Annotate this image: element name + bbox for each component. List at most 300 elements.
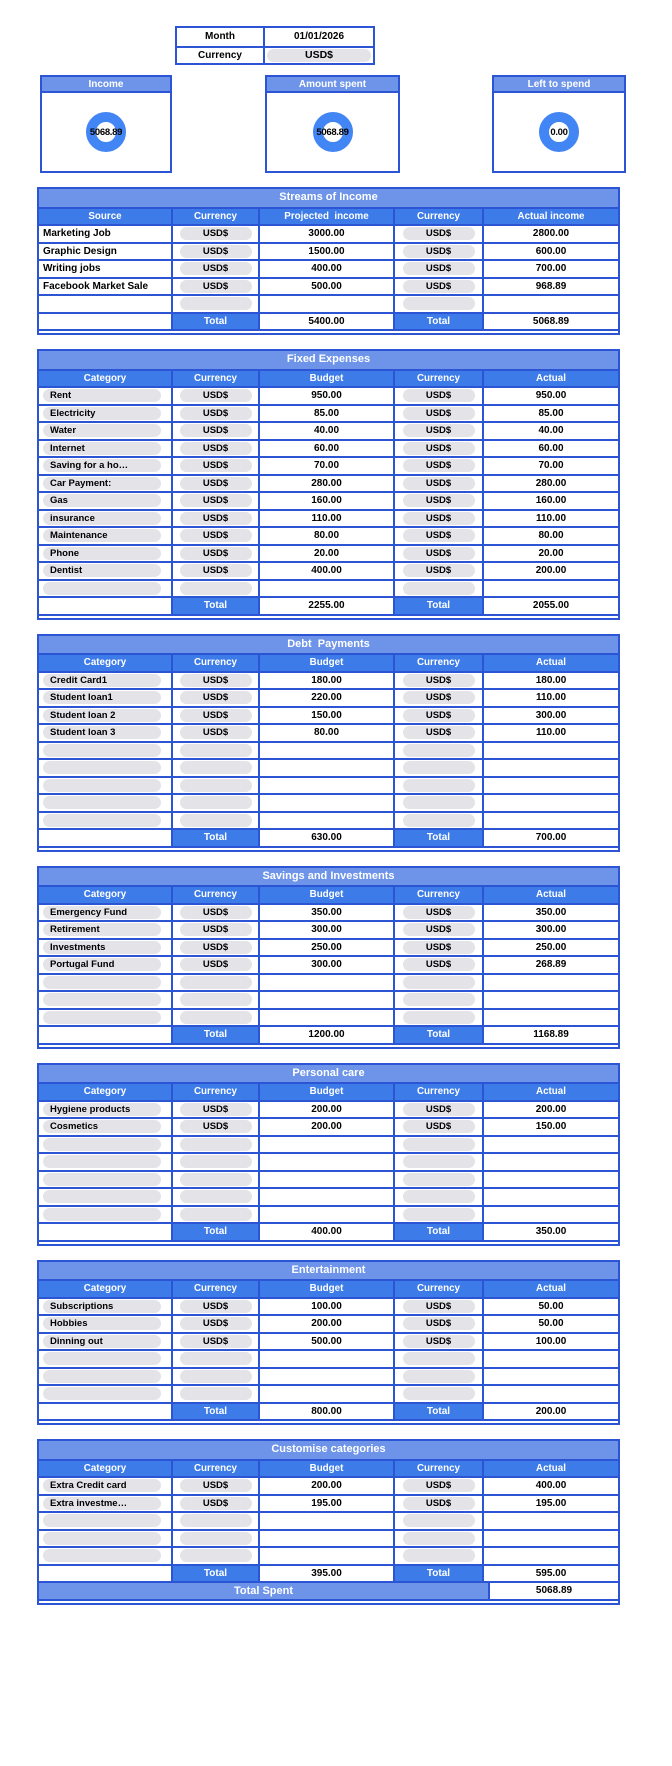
currency-cell[interactable]: [171, 1351, 258, 1367]
currency-cell-pill[interactable]: USD$: [180, 923, 252, 936]
budget-cell[interactable]: 110.00: [258, 511, 393, 527]
currency-cell-pill[interactable]: USD$: [180, 958, 252, 971]
currency-cell-pill[interactable]: USD$: [180, 1120, 252, 1133]
currency-cell-pill[interactable]: [180, 1352, 252, 1365]
budget-cell[interactable]: 200.00: [258, 1119, 393, 1135]
category-cell-pill[interactable]: Gas: [43, 494, 161, 507]
currency-cell-pill[interactable]: [180, 1155, 252, 1168]
currency-cell-pill[interactable]: USD$: [180, 726, 252, 739]
currency-cell-pill[interactable]: USD$: [180, 564, 252, 577]
currency-cell[interactable]: [393, 795, 482, 811]
category-cell-pill[interactable]: [43, 761, 161, 774]
actual-cell[interactable]: [482, 1531, 618, 1547]
currency-cell-pill[interactable]: [180, 976, 252, 989]
currency-cell-pill[interactable]: USD$: [403, 459, 475, 472]
budget-cell[interactable]: 250.00: [258, 940, 393, 956]
budget-cell[interactable]: [258, 743, 393, 759]
currency-cell-pill[interactable]: [180, 993, 252, 1006]
currency-cell-pill[interactable]: [403, 814, 475, 827]
currency-cell-pill[interactable]: [180, 814, 252, 827]
currency-cell[interactable]: [171, 1478, 258, 1494]
budget-cell[interactable]: [258, 296, 393, 312]
category-cell-pill[interactable]: Dinning out: [43, 1335, 161, 1348]
actual-cell[interactable]: 110.00: [482, 690, 618, 706]
currency-cell-pill[interactable]: USD$: [180, 1497, 252, 1510]
currency-cell-pill[interactable]: USD$: [403, 1317, 475, 1330]
category-cell-pill[interactable]: Investments: [43, 941, 161, 954]
budget-cell[interactable]: 20.00: [258, 546, 393, 562]
currency-cell[interactable]: [171, 922, 258, 938]
budget-cell[interactable]: 280.00: [258, 476, 393, 492]
category-cell-pill[interactable]: Retirement: [43, 923, 161, 936]
currency-cell[interactable]: [393, 1334, 482, 1350]
budget-cell[interactable]: 400.00: [258, 563, 393, 579]
currency-cell-pill[interactable]: [403, 796, 475, 809]
actual-cell[interactable]: [482, 581, 618, 597]
actual-cell[interactable]: 400.00: [482, 1478, 618, 1494]
category-cell-pill[interactable]: Cosmetics: [43, 1120, 161, 1133]
category-cell[interactable]: [39, 778, 171, 794]
category-cell[interactable]: [39, 743, 171, 759]
category-cell[interactable]: [39, 813, 171, 829]
currency-cell-pill[interactable]: [180, 744, 252, 757]
category-cell-pill[interactable]: Electricity: [43, 407, 161, 420]
currency-cell[interactable]: [171, 1386, 258, 1402]
budget-cell[interactable]: 100.00: [258, 1299, 393, 1315]
actual-cell[interactable]: [482, 743, 618, 759]
category-cell-pill[interactable]: Hygiene products: [43, 1103, 161, 1116]
category-cell-pill[interactable]: Student loan1: [43, 691, 161, 704]
category-cell-pill[interactable]: [43, 779, 161, 792]
currency-cell[interactable]: [171, 388, 258, 404]
currency-cell-pill[interactable]: USD$: [403, 547, 475, 560]
budget-cell[interactable]: [258, 1548, 393, 1564]
category-cell-pill[interactable]: [43, 1549, 161, 1562]
actual-cell[interactable]: [482, 1137, 618, 1153]
category-cell-pill[interactable]: [43, 1138, 161, 1151]
currency-cell-pill[interactable]: [403, 779, 475, 792]
currency-cell-pill[interactable]: USD$: [180, 424, 252, 437]
currency-cell-pill[interactable]: USD$: [403, 691, 475, 704]
currency-pill[interactable]: USD$: [267, 49, 371, 62]
currency-cell[interactable]: [393, 813, 482, 829]
category-cell-pill[interactable]: Car Payment:: [43, 477, 161, 490]
currency-cell[interactable]: [393, 1299, 482, 1315]
actual-cell[interactable]: [482, 813, 618, 829]
budget-cell[interactable]: 3000.00: [258, 226, 393, 242]
actual-cell[interactable]: 60.00: [482, 441, 618, 457]
currency-cell-pill[interactable]: USD$: [180, 477, 252, 490]
currency-cell[interactable]: [171, 1334, 258, 1350]
category-cell-pill[interactable]: Emergency Fund: [43, 906, 161, 919]
budget-cell[interactable]: [258, 1010, 393, 1026]
category-cell-pill[interactable]: Hobbies: [43, 1317, 161, 1330]
currency-cell-pill[interactable]: USD$: [403, 245, 475, 258]
category-cell[interactable]: [39, 1010, 171, 1026]
currency-cell-pill[interactable]: [403, 976, 475, 989]
currency-cell[interactable]: [393, 690, 482, 706]
actual-cell[interactable]: 20.00: [482, 546, 618, 562]
budget-cell[interactable]: [258, 1351, 393, 1367]
budget-cell[interactable]: 195.00: [258, 1496, 393, 1512]
category-cell[interactable]: [39, 406, 171, 422]
currency-cell[interactable]: [171, 423, 258, 439]
actual-cell[interactable]: 80.00: [482, 528, 618, 544]
category-cell-pill[interactable]: [43, 993, 161, 1006]
currency-cell[interactable]: [393, 1137, 482, 1153]
currency-cell-pill[interactable]: USD$: [180, 1300, 252, 1313]
currency-cell[interactable]: [171, 261, 258, 277]
currency-cell[interactable]: [393, 778, 482, 794]
category-cell[interactable]: [39, 1386, 171, 1402]
currency-cell-pill[interactable]: USD$: [403, 227, 475, 240]
currency-cell[interactable]: [171, 226, 258, 242]
currency-cell[interactable]: [171, 563, 258, 579]
currency-cell-pill[interactable]: USD$: [403, 1103, 475, 1116]
currency-cell[interactable]: [393, 458, 482, 474]
currency-cell[interactable]: [393, 1119, 482, 1135]
category-cell-pill[interactable]: [43, 1532, 161, 1545]
category-cell[interactable]: [39, 1154, 171, 1170]
actual-cell[interactable]: 110.00: [482, 511, 618, 527]
currency-cell-pill[interactable]: [180, 582, 252, 595]
budget-cell[interactable]: 220.00: [258, 690, 393, 706]
currency-cell-pill[interactable]: USD$: [403, 529, 475, 542]
category-cell-pill[interactable]: Maintenance: [43, 529, 161, 542]
currency-cell[interactable]: [171, 1137, 258, 1153]
budget-cell[interactable]: 80.00: [258, 528, 393, 544]
budget-cell[interactable]: [258, 1513, 393, 1529]
budget-cell[interactable]: [258, 975, 393, 991]
actual-cell[interactable]: 100.00: [482, 1334, 618, 1350]
currency-cell-pill[interactable]: USD$: [403, 923, 475, 936]
actual-cell[interactable]: [482, 975, 618, 991]
currency-cell-pill[interactable]: USD$: [180, 691, 252, 704]
currency-cell-pill[interactable]: [180, 1208, 252, 1221]
actual-cell[interactable]: 85.00: [482, 406, 618, 422]
currency-cell-pill[interactable]: [180, 1138, 252, 1151]
currency-cell[interactable]: [393, 760, 482, 776]
actual-cell[interactable]: 2800.00: [482, 226, 618, 242]
category-cell-pill[interactable]: Student loan 3: [43, 726, 161, 739]
category-cell[interactable]: [39, 708, 171, 724]
currency-cell-pill[interactable]: [403, 1155, 475, 1168]
budget-cell[interactable]: [258, 760, 393, 776]
actual-cell[interactable]: [482, 1154, 618, 1170]
currency-cell[interactable]: [171, 528, 258, 544]
budget-cell[interactable]: 500.00: [258, 1334, 393, 1350]
category-cell[interactable]: [39, 957, 171, 973]
currency-cell-pill[interactable]: USD$: [180, 442, 252, 455]
budget-cell[interactable]: 200.00: [258, 1316, 393, 1332]
currency-cell-pill[interactable]: USD$: [403, 1300, 475, 1313]
category-cell-pill[interactable]: [43, 796, 161, 809]
category-cell-pill[interactable]: [43, 1190, 161, 1203]
category-cell-pill[interactable]: Internet: [43, 442, 161, 455]
currency-cell[interactable]: [393, 296, 482, 312]
currency-cell[interactable]: [171, 975, 258, 991]
currency-cell-pill[interactable]: [403, 993, 475, 1006]
currency-cell[interactable]: [393, 388, 482, 404]
category-cell[interactable]: Facebook Market Sale: [39, 279, 171, 295]
actual-cell[interactable]: 50.00: [482, 1316, 618, 1332]
actual-cell[interactable]: 70.00: [482, 458, 618, 474]
currency-cell-pill[interactable]: USD$: [403, 424, 475, 437]
currency-cell-pill[interactable]: [403, 1173, 475, 1186]
category-cell[interactable]: [39, 528, 171, 544]
category-cell[interactable]: [39, 1316, 171, 1332]
currency-cell-pill[interactable]: USD$: [403, 280, 475, 293]
currency-cell[interactable]: [393, 1478, 482, 1494]
currency-cell[interactable]: [393, 1386, 482, 1402]
currency-cell-pill[interactable]: USD$: [180, 674, 252, 687]
actual-cell[interactable]: [482, 778, 618, 794]
currency-cell[interactable]: [393, 1369, 482, 1385]
category-cell-pill[interactable]: insurance: [43, 512, 161, 525]
currency-cell[interactable]: [171, 476, 258, 492]
currency-cell-pill[interactable]: [180, 1173, 252, 1186]
currency-cell[interactable]: [393, 261, 482, 277]
currency-cell[interactable]: [171, 1316, 258, 1332]
currency-cell-pill[interactable]: [403, 744, 475, 757]
category-cell-pill[interactable]: Rent: [43, 389, 161, 402]
currency-cell-pill[interactable]: [403, 297, 475, 310]
category-cell-pill[interactable]: Credit Card1: [43, 674, 161, 687]
category-cell[interactable]: [39, 1496, 171, 1512]
actual-cell[interactable]: [482, 1172, 618, 1188]
currency-cell[interactable]: [171, 690, 258, 706]
currency-cell-pill[interactable]: USD$: [403, 726, 475, 739]
category-cell[interactable]: Graphic Design: [39, 244, 171, 260]
budget-cell[interactable]: 70.00: [258, 458, 393, 474]
currency-cell[interactable]: [393, 1207, 482, 1223]
budget-cell[interactable]: [258, 581, 393, 597]
budget-cell[interactable]: [258, 1154, 393, 1170]
currency-cell-pill[interactable]: USD$: [180, 280, 252, 293]
actual-cell[interactable]: 200.00: [482, 563, 618, 579]
category-cell[interactable]: [39, 1119, 171, 1135]
currency-cell[interactable]: [393, 1189, 482, 1205]
budget-cell[interactable]: 150.00: [258, 708, 393, 724]
category-cell-pill[interactable]: Dentist: [43, 564, 161, 577]
budget-cell[interactable]: 80.00: [258, 725, 393, 741]
currency-cell-pill[interactable]: [180, 1514, 252, 1527]
currency-cell[interactable]: [393, 1154, 482, 1170]
currency-cell[interactable]: [393, 743, 482, 759]
currency-cell[interactable]: [393, 423, 482, 439]
category-cell[interactable]: [39, 940, 171, 956]
currency-cell[interactable]: [393, 1010, 482, 1026]
category-cell[interactable]: Marketing Job: [39, 226, 171, 242]
actual-cell[interactable]: 50.00: [482, 1299, 618, 1315]
currency-cell-pill[interactable]: [403, 761, 475, 774]
actual-cell[interactable]: [482, 1351, 618, 1367]
currency-cell-pill[interactable]: USD$: [180, 407, 252, 420]
currency-cell[interactable]: [171, 581, 258, 597]
currency-cell-pill[interactable]: USD$: [180, 1103, 252, 1116]
currency-cell-pill[interactable]: [403, 1387, 475, 1400]
currency-cell-pill[interactable]: USD$: [403, 906, 475, 919]
budget-cell[interactable]: 40.00: [258, 423, 393, 439]
currency-cell[interactable]: [393, 1351, 482, 1367]
currency-cell-pill[interactable]: USD$: [180, 245, 252, 258]
currency-cell[interactable]: [393, 992, 482, 1008]
category-cell-pill[interactable]: Water: [43, 424, 161, 437]
actual-cell[interactable]: 280.00: [482, 476, 618, 492]
category-cell[interactable]: [39, 673, 171, 689]
currency-cell[interactable]: [393, 905, 482, 921]
category-cell-pill[interactable]: [43, 582, 161, 595]
currency-cell[interactable]: [393, 546, 482, 562]
budget-cell[interactable]: 950.00: [258, 388, 393, 404]
budget-cell[interactable]: 350.00: [258, 905, 393, 921]
currency-cell-pill[interactable]: USD$: [403, 477, 475, 490]
currency-cell-pill[interactable]: USD$: [403, 958, 475, 971]
category-cell[interactable]: [39, 992, 171, 1008]
currency-cell-pill[interactable]: [180, 761, 252, 774]
category-cell-pill[interactable]: Student loan 2: [43, 709, 161, 722]
currency-cell[interactable]: [171, 992, 258, 1008]
budget-cell[interactable]: 160.00: [258, 493, 393, 509]
currency-cell[interactable]: [171, 296, 258, 312]
currency-cell-pill[interactable]: USD$: [180, 547, 252, 560]
actual-cell[interactable]: 180.00: [482, 673, 618, 689]
currency-cell-pill[interactable]: USD$: [403, 564, 475, 577]
budget-cell[interactable]: 60.00: [258, 441, 393, 457]
currency-cell-pill[interactable]: [180, 779, 252, 792]
currency-cell[interactable]: [393, 673, 482, 689]
currency-cell[interactable]: [393, 957, 482, 973]
actual-cell[interactable]: [482, 1548, 618, 1564]
currency-cell[interactable]: [393, 725, 482, 741]
currency-cell[interactable]: [171, 940, 258, 956]
currency-cell-pill[interactable]: USD$: [180, 1479, 252, 1492]
category-cell[interactable]: [39, 1531, 171, 1547]
currency-cell-pill[interactable]: [403, 1352, 475, 1365]
currency-cell-pill[interactable]: USD$: [180, 494, 252, 507]
budget-cell[interactable]: [258, 1172, 393, 1188]
currency-cell-pill[interactable]: USD$: [180, 529, 252, 542]
category-cell[interactable]: [39, 1334, 171, 1350]
currency-cell-pill[interactable]: USD$: [403, 941, 475, 954]
currency-cell-pill[interactable]: [180, 1549, 252, 1562]
currency-cell-pill[interactable]: USD$: [403, 407, 475, 420]
category-cell[interactable]: Writing jobs: [39, 261, 171, 277]
currency-cell[interactable]: [171, 511, 258, 527]
actual-cell[interactable]: [482, 795, 618, 811]
actual-cell[interactable]: [482, 1386, 618, 1402]
currency-cell[interactable]: [171, 743, 258, 759]
currency-cell[interactable]: [393, 441, 482, 457]
actual-cell[interactable]: 195.00: [482, 1496, 618, 1512]
currency-cell[interactable]: [171, 1207, 258, 1223]
actual-cell[interactable]: [482, 1010, 618, 1026]
category-cell[interactable]: [39, 1189, 171, 1205]
currency-cell[interactable]: [393, 975, 482, 991]
budget-cell[interactable]: [258, 1207, 393, 1223]
budget-cell[interactable]: 200.00: [258, 1478, 393, 1494]
category-cell[interactable]: [39, 1351, 171, 1367]
currency-cell[interactable]: [393, 476, 482, 492]
actual-cell[interactable]: 268.89: [482, 957, 618, 973]
actual-cell[interactable]: 600.00: [482, 244, 618, 260]
currency-cell[interactable]: [171, 244, 258, 260]
category-cell-pill[interactable]: [43, 1370, 161, 1383]
category-cell-pill[interactable]: [43, 1155, 161, 1168]
currency-cell[interactable]: [393, 244, 482, 260]
currency-cell[interactable]: [393, 940, 482, 956]
currency-cell-pill[interactable]: [403, 1011, 475, 1024]
category-cell[interactable]: [39, 795, 171, 811]
actual-cell[interactable]: 200.00: [482, 1102, 618, 1118]
currency-cell-pill[interactable]: USD$: [403, 389, 475, 402]
budget-cell[interactable]: [258, 992, 393, 1008]
budget-cell[interactable]: 300.00: [258, 922, 393, 938]
currency-cell-pill[interactable]: USD$: [403, 1497, 475, 1510]
currency-cell[interactable]: [171, 441, 258, 457]
category-cell[interactable]: [39, 1548, 171, 1564]
budget-cell[interactable]: [258, 813, 393, 829]
actual-cell[interactable]: 150.00: [482, 1119, 618, 1135]
currency-cell-pill[interactable]: USD$: [180, 941, 252, 954]
currency-cell[interactable]: [393, 581, 482, 597]
category-cell-pill[interactable]: Extra Credit card: [43, 1479, 161, 1492]
category-cell[interactable]: [39, 296, 171, 312]
actual-cell[interactable]: 110.00: [482, 725, 618, 741]
actual-cell[interactable]: 40.00: [482, 423, 618, 439]
actual-cell[interactable]: [482, 1369, 618, 1385]
category-cell-pill[interactable]: Phone: [43, 547, 161, 560]
currency-cell-pill[interactable]: [180, 1532, 252, 1545]
currency-cell-pill[interactable]: USD$: [403, 1335, 475, 1348]
currency-cell[interactable]: [171, 1119, 258, 1135]
category-cell-pill[interactable]: Portugal Fund: [43, 958, 161, 971]
currency-cell[interactable]: [171, 957, 258, 973]
category-cell[interactable]: [39, 581, 171, 597]
currency-cell[interactable]: [393, 1102, 482, 1118]
category-cell[interactable]: [39, 511, 171, 527]
category-cell-pill[interactable]: [43, 1387, 161, 1400]
currency-cell-pill[interactable]: [403, 1138, 475, 1151]
currency-cell[interactable]: [171, 1548, 258, 1564]
currency-cell[interactable]: [171, 760, 258, 776]
actual-cell[interactable]: [482, 992, 618, 1008]
budget-cell[interactable]: 400.00: [258, 261, 393, 277]
currency-cell[interactable]: [171, 795, 258, 811]
category-cell[interactable]: [39, 1513, 171, 1529]
currency-cell[interactable]: [171, 1010, 258, 1026]
currency-cell-pill[interactable]: USD$: [180, 906, 252, 919]
currency-cell-pill[interactable]: USD$: [403, 1479, 475, 1492]
currency-cell-pill[interactable]: [403, 1514, 475, 1527]
currency-cell[interactable]: [171, 1531, 258, 1547]
category-cell[interactable]: [39, 1102, 171, 1118]
currency-cell[interactable]: [393, 493, 482, 509]
currency-cell[interactable]: [171, 725, 258, 741]
budget-cell[interactable]: 500.00: [258, 279, 393, 295]
currency-cell[interactable]: [393, 1531, 482, 1547]
currency-cell[interactable]: [171, 1299, 258, 1315]
currency-cell-pill[interactable]: USD$: [403, 262, 475, 275]
actual-cell[interactable]: [482, 1513, 618, 1529]
category-cell[interactable]: [39, 1369, 171, 1385]
category-cell[interactable]: [39, 563, 171, 579]
category-cell-pill[interactable]: [43, 814, 161, 827]
actual-cell[interactable]: 300.00: [482, 922, 618, 938]
category-cell-pill[interactable]: [43, 976, 161, 989]
actual-cell[interactable]: 968.89: [482, 279, 618, 295]
budget-cell[interactable]: [258, 778, 393, 794]
